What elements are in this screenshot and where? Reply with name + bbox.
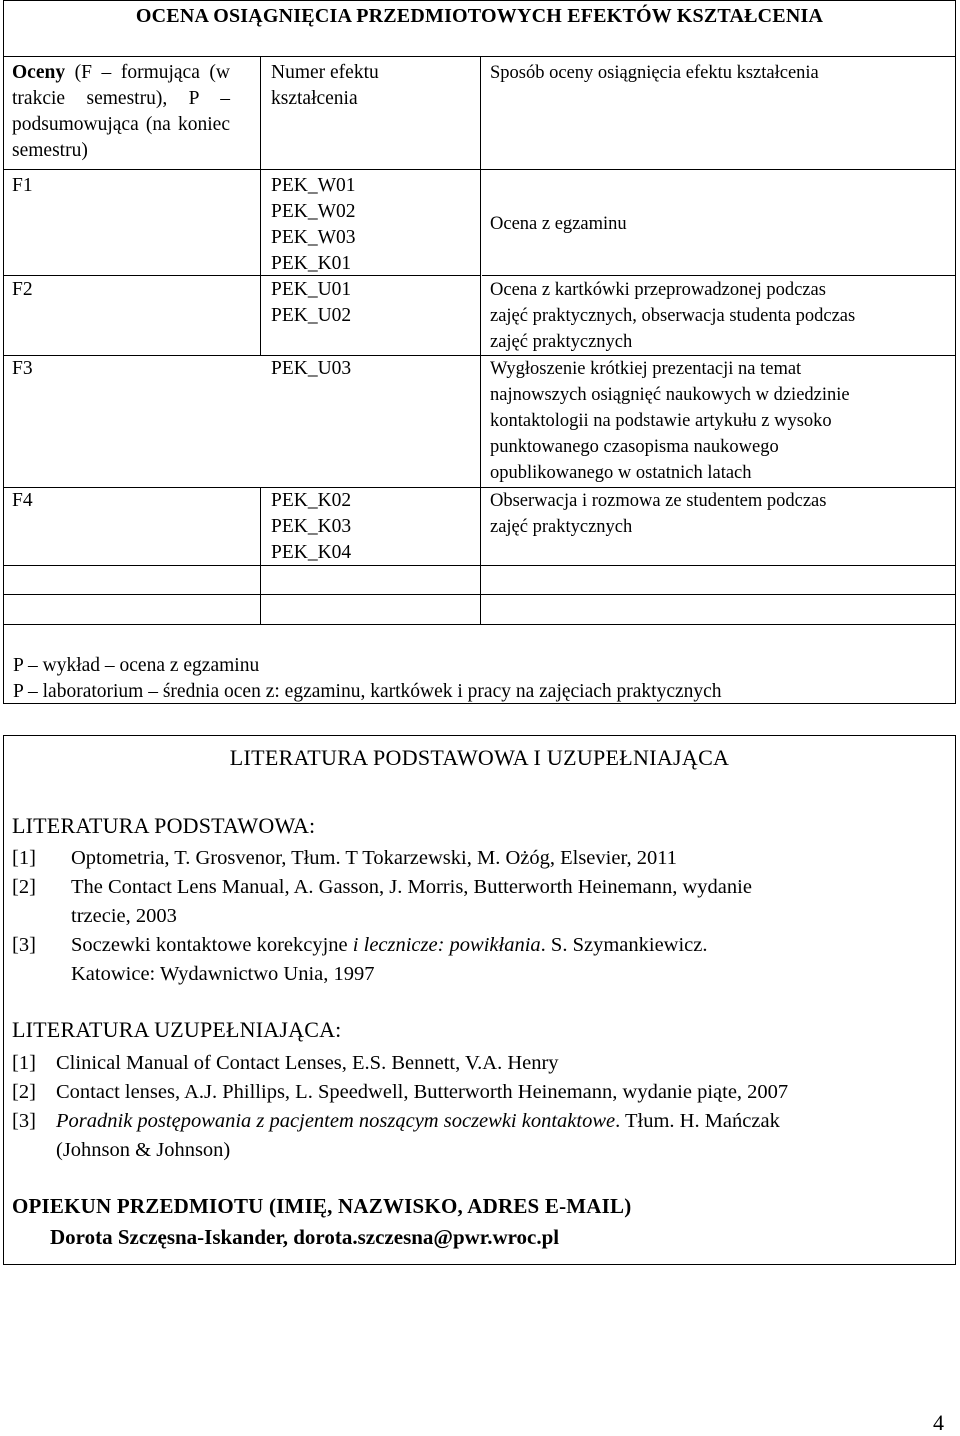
item-text: Optometria, T. Grosvenor, Tłum. T Tokarzewski, M. Ożóg, Elsevier, 2011 xyxy=(71,847,677,869)
header-method: Sposób oceny osiągnięcia efektu kształcenia xyxy=(490,63,819,83)
item-text xyxy=(71,931,708,960)
grade-f3: F3 xyxy=(12,358,33,379)
literature-title: LITERATURA PODSTAWOWA I UZUPEŁNIAJĄCA xyxy=(229,745,730,770)
col-line-1b xyxy=(260,487,261,624)
item-text: Clinical Manual of Contact Lenses, E.S. Bennett, V.A. Henry xyxy=(56,1052,559,1074)
effect-code: PEK_K03 xyxy=(271,516,352,537)
effect-code: PEK_K04 xyxy=(271,542,352,563)
item-text-cont: (Johnson & Johnson) xyxy=(56,1139,231,1161)
item-text xyxy=(56,1107,780,1136)
header-grades xyxy=(12,60,230,164)
method-line: zajęć praktycznych, obserwacja studenta podczas xyxy=(490,306,856,326)
effects-f4 xyxy=(271,488,351,566)
grade-f1: F1 xyxy=(12,175,33,196)
method-f1: Ocena z egzaminu xyxy=(490,214,627,234)
tutor-name-email: Dorota Szczęsna-Iskander, dorota.szczesna@pwr.wroc.pl xyxy=(50,1225,560,1249)
header-grades-bold: Oceny xyxy=(12,62,66,83)
effect-code: PEK_U01 xyxy=(271,279,352,300)
item-number: [3] xyxy=(12,934,36,956)
note-lecture: P – wykład – ocena z egzaminu xyxy=(13,655,260,676)
grade-f4: F4 xyxy=(12,490,33,511)
method-line: zajęć praktycznych xyxy=(490,332,633,352)
effect-code: PEK_W03 xyxy=(271,227,356,248)
row-line-f2 xyxy=(4,275,481,276)
method-line: Wygłoszenie krótkiej prezentacji na temat xyxy=(490,359,802,379)
item-text: The Contact Lens Manual, A. Gasson, J. Morris, Butterworth Heinemann, wydanie xyxy=(71,876,752,898)
literature-section xyxy=(3,735,956,1265)
item-text-italic: Poradnik postępowania z pacjentem noszącym soczewki kontaktowe xyxy=(56,1110,616,1132)
item-text-cont: trzecie, 2003 xyxy=(71,905,177,927)
effect-code: PEK_U02 xyxy=(271,305,352,326)
header-effect-line: kształcenia xyxy=(271,88,358,109)
effect-code: PEK_W01 xyxy=(271,175,356,196)
item-text-cont: Katowice: Wydawnictwo Unia, 1997 xyxy=(71,963,375,985)
method-line: Obserwacja i rozmowa ze studentem podczas xyxy=(490,491,827,511)
method-line: najnowszych osiągnięć naukowych w dziedzinie xyxy=(490,385,850,405)
method-line: kontaktologii na podstawie artykułu z wysoko xyxy=(490,411,832,431)
item-number: [1] xyxy=(12,1052,36,1074)
item-text-italic: i lecznicze: powikłania xyxy=(352,934,541,956)
assessment-section xyxy=(3,0,956,704)
row-line-f2-method xyxy=(482,275,955,276)
item-number: [1] xyxy=(12,847,36,869)
item-number: [2] xyxy=(12,1081,36,1103)
item-text-a: Soczewki kontaktowe korekcyjne xyxy=(71,934,353,956)
method-f3 xyxy=(490,356,850,486)
effect-code: PEK_U03 xyxy=(271,358,352,379)
method-line: zajęć praktycznych xyxy=(490,517,633,537)
method-f4 xyxy=(490,488,826,540)
item-text-b: . Tłum. H. Mańczak xyxy=(615,1110,780,1132)
col-line-1 xyxy=(260,56,261,355)
grade-f2: F2 xyxy=(12,279,33,300)
method-line: Ocena z kartkówki przeprowadzonej podczas xyxy=(490,280,826,300)
row-line-empty3 xyxy=(4,624,955,625)
supplementary-item-2 xyxy=(12,1078,947,1107)
note-laboratory: P – laboratorium – średnia ocen z: egzaminu, kartkówek i pracy na zajęciach praktycznych xyxy=(13,681,722,702)
basic-item-2 xyxy=(12,873,947,931)
effect-code: PEK_K02 xyxy=(271,490,352,511)
method-f2 xyxy=(490,277,855,355)
effects-f3 xyxy=(271,356,351,382)
header-effect-line: Numer efektu xyxy=(271,62,379,83)
effect-code: PEK_K01 xyxy=(271,253,352,274)
effect-code: PEK_W02 xyxy=(271,201,356,222)
effects-f1 xyxy=(271,173,356,277)
basic-item-1 xyxy=(12,844,947,873)
supplementary-literature-heading: LITERATURA UZUPEŁNIAJĄCA: xyxy=(12,1017,342,1042)
item-number: [2] xyxy=(12,876,36,898)
basic-literature-heading: LITERATURA PODSTAWOWA: xyxy=(12,813,316,838)
effects-f2 xyxy=(271,277,351,329)
method-line: punktowanego czasopisma naukowego xyxy=(490,437,779,457)
page-number: 4 xyxy=(933,1410,944,1435)
header-effect-number xyxy=(271,60,471,112)
item-number: [3] xyxy=(12,1110,36,1132)
item-text-c: . S. Szymankiewicz. xyxy=(540,934,708,956)
assessment-title: OCENA OSIĄGNIĘCIA PRZEDMIOTOWYCH EFEKTÓW KSZTAŁCENIA xyxy=(135,5,824,27)
supplementary-item-3 xyxy=(12,1107,947,1165)
method-line: opublikowanego w ostatnich latach xyxy=(490,463,752,483)
basic-item-3 xyxy=(12,931,947,989)
col-line-2 xyxy=(480,56,481,624)
item-text: Contact lenses, A.J. Phillips, L. Speedwell, Butterworth Heinemann, wydanie piąte, 2007 xyxy=(56,1081,789,1103)
supplementary-item-1 xyxy=(12,1049,947,1078)
header-grades-text: (F – formująca (w trakcie semestru), P – podsumowująca (na koniec semestru) xyxy=(12,62,230,161)
tutor-heading: OPIEKUN PRZEDMIOTU (IMIĘ, NAZWISKO, ADRES E-MAIL) xyxy=(12,1194,632,1218)
